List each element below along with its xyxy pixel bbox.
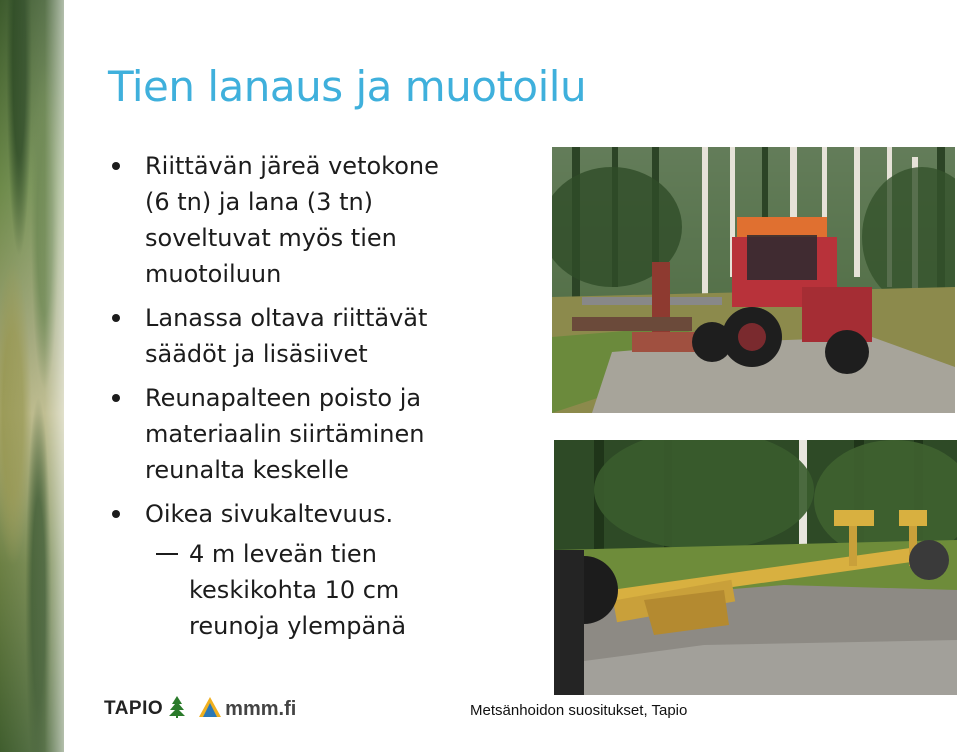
bullet-dot-icon [112, 394, 120, 402]
bullet-line: Lanassa oltava riittävät [145, 304, 428, 332]
slide-title: Tien lanaus ja muotoilu [108, 62, 587, 111]
tapio-logo: TAPIO [104, 698, 164, 719]
bullet-line: materiaalin siirtäminen [145, 420, 425, 448]
footer-caption: Metsänhoidon suositukset, Tapio [470, 702, 688, 719]
bullet-line: Oikea sivukaltevuus. [145, 500, 394, 528]
bullet-dot-icon [112, 510, 120, 518]
footer-logos [104, 694, 296, 724]
dash-icon [156, 553, 178, 555]
sub-bullet-line: keskikohta 10 cm [189, 576, 400, 604]
tractor-photo [552, 147, 955, 413]
bullet-line: soveltuvat myös tien [145, 224, 397, 252]
bullet-item-4 [108, 496, 548, 532]
bullet-dot-icon [112, 314, 120, 322]
mmm-triangle-icon [199, 697, 221, 722]
bullet-line: (6 tn) ja lana (3 tn) [145, 188, 374, 216]
bullet-item-2 [108, 300, 548, 372]
bullet-line: reunalta keskelle [145, 456, 349, 484]
spruce-icon [169, 696, 185, 723]
bullet-line: säädöt ja lisäsiivet [145, 340, 368, 368]
slide-body [108, 148, 548, 644]
sub-bullet-item [108, 536, 548, 644]
grader-photo [554, 440, 957, 695]
bullet-line: Reunapalteen poisto ja [145, 384, 422, 412]
forest-side-strip [0, 0, 64, 752]
bullet-item-1 [108, 148, 548, 292]
bullet-item-3 [108, 380, 548, 488]
sub-bullet-line: reunoja ylempänä [189, 612, 407, 640]
bullet-line: muotoiluun [145, 260, 282, 288]
mmm-logo: mmm.fi [225, 697, 297, 720]
bullet-dot-icon [112, 162, 120, 170]
sub-bullet-line: 4 m leveän tien [189, 540, 377, 568]
bullet-line: Riittävän järeä vetokone [145, 152, 439, 180]
